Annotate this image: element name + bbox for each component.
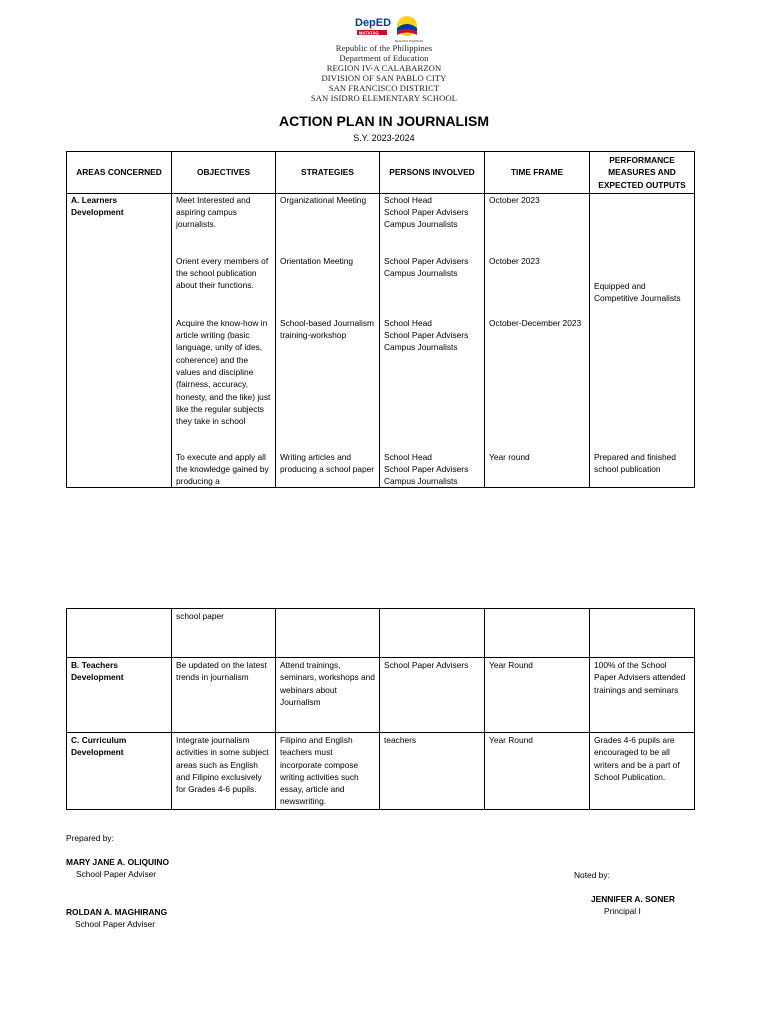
- strategy-cell-continuation: [276, 609, 380, 658]
- persons-teachers: School Paper Advisers: [380, 658, 485, 733]
- preparer1-name: MARY JANE A. OLIQUINO: [66, 857, 169, 867]
- objective-continuation: school paper: [172, 609, 276, 658]
- objective-1: Meet Interested and aspiring campus journalists.: [176, 194, 251, 230]
- header-persons: PERSONS INVOLVED: [380, 152, 485, 194]
- action-plan-table-page1: [66, 151, 695, 488]
- strategy-3: School-based Journalism training-workshop: [280, 317, 375, 341]
- header-line-district: SAN FRANCISCO DISTRICT: [328, 83, 440, 93]
- time-frame-1: October 2023: [489, 194, 540, 205]
- header-line-deped: Department of Education: [339, 53, 429, 63]
- objective-teachers: Be updated on the latest trends in journalism: [172, 658, 276, 733]
- output-curriculum: Grades 4-6 pupils are encouraged to be all writers and be a part of School Publication.: [590, 733, 695, 810]
- persons-cell-continuation: [380, 609, 485, 658]
- table-header-row: [67, 152, 695, 194]
- noted-by-label: Noted by:: [574, 870, 610, 880]
- school-year: S.Y. 2023-2024: [353, 133, 415, 143]
- time-curriculum: Year Round: [485, 733, 590, 810]
- matatag-text: MATATAG: [359, 30, 379, 36]
- header-time-frame: TIME FRAME: [485, 152, 590, 194]
- header-objectives: OBJECTIVES: [172, 152, 276, 194]
- noter-name: JENNIFER A. SONER: [591, 894, 675, 904]
- output-1: Equipped and Competitive Journalists: [594, 280, 681, 304]
- strategy-curriculum: Filipino and English teachers must incorporate compose writing activities such essay, article and newswriting.: [276, 733, 380, 810]
- persons-2: School Paper Advisers Campus Journalists: [384, 255, 469, 279]
- output-cell-continuation: [590, 609, 695, 658]
- area-curriculum-label: C. Curriculum Development: [71, 735, 127, 758]
- time-cell-continuation: [485, 609, 590, 658]
- output-2: Prepared and finished school publication: [594, 451, 676, 475]
- area-cell: [67, 193, 172, 487]
- strategy-2: Orientation Meeting: [280, 255, 354, 266]
- preparer2-name: ROLDAN A. MAGHIRANG: [66, 907, 168, 917]
- table-row-learners: [67, 193, 695, 487]
- objective-4: To execute and apply all the knowledge gained by producing a: [176, 451, 269, 487]
- header-areas: AREAS CONCERNED: [67, 152, 172, 194]
- persons-3: School Head School Paper Advisers Campus Journalists: [384, 317, 469, 353]
- table-row-continuation: [67, 609, 695, 658]
- header-line-region: REGION IV-A CALABARZON: [326, 63, 442, 73]
- deped-logo-text: DepED: [355, 17, 392, 29]
- prepared-by-label: Prepared by:: [66, 833, 114, 843]
- objectives-cell: [172, 193, 276, 487]
- time-frame-4: Year round: [489, 451, 530, 462]
- objective-curriculum: Integrate journalism activities in some subject areas such as English and Filipino exclusively for Grades 4-6 pupils.: [172, 733, 276, 810]
- area-learners: A. Learners Development: [71, 194, 124, 218]
- persons-cell: [380, 193, 485, 487]
- preparer1-title: School Paper Adviser: [76, 869, 157, 879]
- area-teachers: [67, 658, 172, 733]
- strategy-1: Organizational Meeting: [280, 194, 367, 205]
- output-teachers: 100% of the School Paper Advisers attended trainings and seminars: [590, 658, 695, 733]
- header-strategies: STRATEGIES: [276, 152, 380, 194]
- header-logos: [355, 14, 423, 44]
- objective-2: Orient every members of the school publication about their functions.: [176, 255, 269, 291]
- area-cell-continuation: [67, 609, 172, 658]
- persons-curriculum: teachers: [380, 733, 485, 810]
- strategies-cell: [276, 193, 380, 487]
- strategy-teachers: Attend trainings, seminars, workshops and webinars about Journalism: [276, 658, 380, 733]
- bagong-pilipinas-text: BAGONG PILIPINAS: [395, 39, 423, 43]
- objective-3: Acquire the know-how in article writing (basic language, unity of ides, coherence) and the values and discipline (fairness, accuracy, honesty, and the like) just like the regular subjects they take in school: [176, 317, 271, 427]
- persons-4: School Head School Paper Advisers Campus Journalists: [384, 451, 469, 487]
- deped-logo: [355, 14, 423, 44]
- persons-1: School Head School Paper Advisers Campus Journalists: [384, 194, 469, 230]
- header-line-republic: Republic of the Philippines: [335, 43, 433, 53]
- table-row-curriculum: [67, 733, 695, 810]
- page-title: ACTION PLAN IN JOURNALISM: [279, 113, 489, 129]
- header-performance: PERFORMANCE MEASURES AND EXPECTED OUTPUTS: [590, 152, 695, 194]
- time-teachers: Year Round: [485, 658, 590, 733]
- noter-title: Principal I: [604, 906, 641, 916]
- time-frame-cell: [485, 193, 590, 487]
- time-frame-3: October-December 2023: [489, 317, 582, 328]
- table-row-teachers: [67, 658, 695, 733]
- area-curriculum: [67, 733, 172, 810]
- action-plan-table-page2: [66, 608, 695, 810]
- outputs-cell: [590, 193, 695, 487]
- preparer2-title: School Paper Adviser: [75, 919, 156, 929]
- header-line-division: DIVISION OF SAN PABLO CITY: [321, 73, 447, 83]
- strategy-4: Writing articles and producing a school paper: [280, 451, 375, 475]
- time-frame-2: October 2023: [489, 255, 540, 266]
- header-line-school: SAN ISIDRO ELEMENTARY SCHOOL: [310, 93, 458, 103]
- area-teachers-label: B. Teachers Development: [71, 660, 124, 683]
